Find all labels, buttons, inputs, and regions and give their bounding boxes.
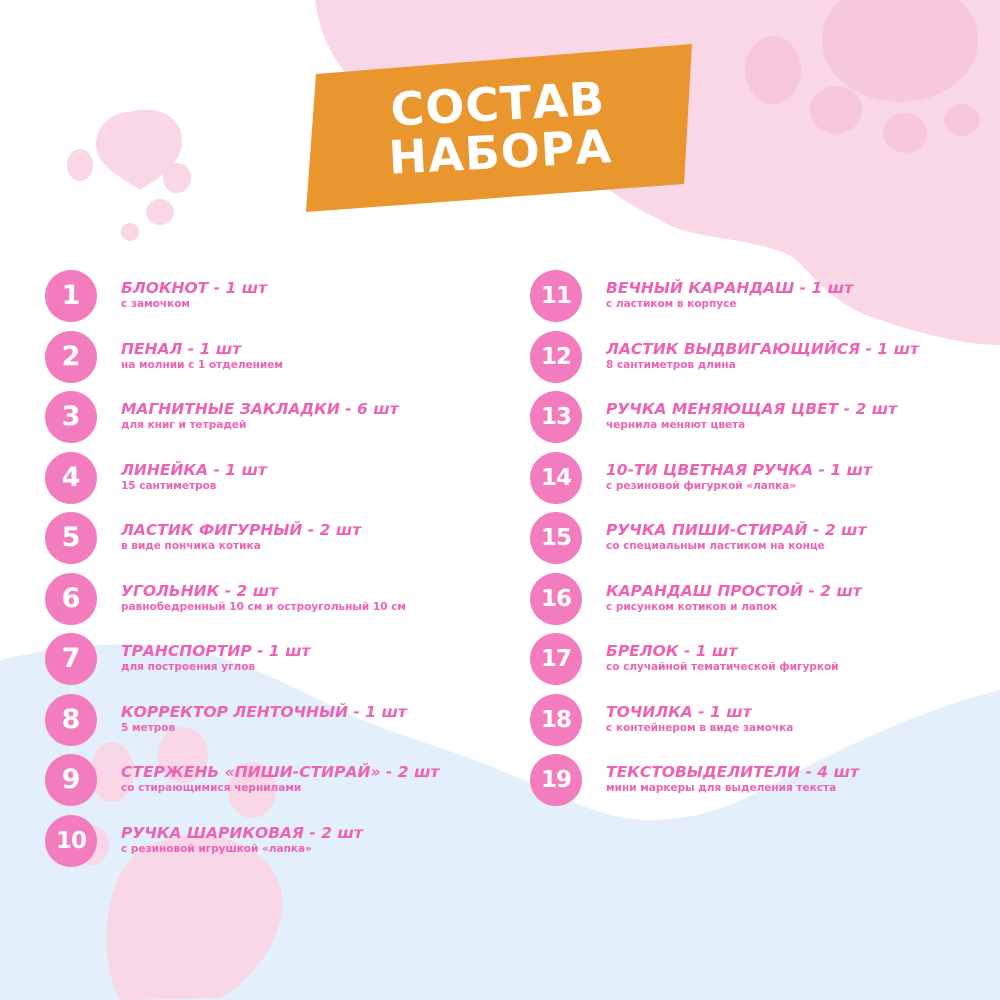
- item-title: ТОЧИЛКА - 1 шт: [606, 702, 752, 721]
- item-title: РУЧКА ПИШИ-СТИРАЙ - 2 шт: [606, 521, 867, 539]
- item-title: 10-ТИ ЦВЕТНАЯ РУЧКА - 1 шт: [606, 460, 872, 479]
- item-description: с резиновой фигуркой «лапка»: [606, 479, 797, 492]
- list-item: [45, 512, 515, 573]
- item-number-badge: 7: [45, 633, 97, 685]
- items-list-left: [45, 270, 515, 875]
- list-item: [45, 573, 515, 634]
- item-number-badge: 2: [45, 331, 97, 383]
- item-title: ТРАНСПОРТИР - 1 шт: [121, 642, 311, 660]
- item-description: с ластиком в корпусе: [606, 298, 737, 310]
- item-description: с замочком: [121, 298, 190, 310]
- item-description: с резиновой игрушкой «лапка»: [121, 842, 312, 855]
- list-item: [530, 694, 990, 755]
- list-item: [530, 573, 990, 634]
- list-item: [530, 754, 990, 815]
- item-number-badge: 14: [530, 452, 582, 504]
- item-title: СТЕРЖЕНЬ «ПИШИ-СТИРАЙ» - 2 шт: [121, 763, 440, 781]
- banner-line-1: СОСТАВ: [389, 71, 607, 137]
- item-number-badge: 15: [530, 512, 582, 564]
- list-item: [45, 694, 515, 755]
- list-item: [45, 815, 515, 876]
- item-number-badge: 11: [530, 270, 582, 322]
- item-number-badge: 3: [45, 391, 97, 443]
- item-description: на молнии с 1 отделением: [121, 358, 283, 371]
- banner-line-2: НАБОРА: [387, 119, 614, 185]
- item-description: 8 сантиметров длина: [606, 358, 736, 371]
- item-description: 5 метров: [121, 721, 176, 734]
- item-title: ЛАСТИК ВЫДВИГАЮЩИЙСЯ - 1 шт: [606, 339, 920, 358]
- item-number-badge: 17: [530, 633, 582, 685]
- item-number-badge: 10: [45, 815, 97, 867]
- item-number-badge: 6: [45, 573, 97, 625]
- item-number-badge: 19: [530, 754, 582, 806]
- item-title: КОРРЕКТОР ЛЕНТОЧНЫЙ - 1 шт: [121, 702, 407, 721]
- list-item: [45, 391, 515, 452]
- list-item: [45, 633, 515, 694]
- item-description: со стирающимися чернилами: [121, 782, 302, 794]
- item-title: ЛАСТИК ФИГУРНЫЙ - 2 шт: [121, 521, 362, 539]
- list-item: [530, 270, 990, 331]
- item-title: ЛИНЕЙКА - 1 шт: [121, 460, 267, 479]
- items-list-right: [530, 270, 990, 815]
- list-item: [530, 331, 990, 392]
- item-description: мини маркеры для выделения текста: [606, 782, 837, 794]
- item-number-badge: 8: [45, 694, 97, 746]
- list-item: [530, 633, 990, 694]
- item-title: ВЕЧНЫЙ КАРАНДАШ - 1 шт: [606, 279, 854, 297]
- list-item: [530, 452, 990, 513]
- list-item: [45, 270, 515, 331]
- item-title: КАРАНДАШ ПРОСТОЙ - 2 шт: [606, 581, 862, 600]
- item-description: равнобедренный 10 см и остроугольный 10 см: [121, 600, 407, 613]
- item-number-badge: 5: [45, 512, 97, 564]
- item-title: РУЧКА МЕНЯЮЩАЯ ЦВЕТ - 2 шт: [606, 400, 898, 418]
- item-description: в виде пончика котика: [121, 540, 261, 552]
- item-description: чернила меняют цвета: [606, 419, 746, 431]
- item-title: УГОЛЬНИК - 2 шт: [121, 581, 279, 600]
- item-number-badge: 12: [530, 331, 582, 383]
- item-number-badge: 9: [45, 754, 97, 806]
- paw-print-top-left: [67, 109, 191, 241]
- item-number-badge: 16: [530, 573, 582, 625]
- title-banner: [306, 44, 692, 212]
- item-description: со специальным ластиком на конце: [606, 540, 825, 552]
- list-item: [530, 391, 990, 452]
- item-title: РУЧКА ШАРИКОВАЯ - 2 шт: [121, 823, 363, 842]
- list-item: [530, 512, 990, 573]
- list-item: [45, 331, 515, 392]
- item-description: для книг и тетрадей: [121, 419, 247, 431]
- item-title: ТЕКСТОВЫДЕЛИТЕЛИ - 4 шт: [606, 763, 859, 781]
- item-number-badge: 18: [530, 694, 582, 746]
- banner-title: [304, 70, 694, 186]
- item-description: с рисунком котиков и лапок: [606, 600, 778, 613]
- item-title: ПЕНАЛ - 1 шт: [121, 339, 242, 358]
- item-title: БЛОКНОТ - 1 шт: [121, 279, 268, 297]
- item-number-badge: 13: [530, 391, 582, 443]
- item-number-badge: 1: [45, 270, 97, 322]
- item-title: БРЕЛОК - 1 шт: [606, 642, 738, 660]
- item-description: со случайной тематической фигуркой: [606, 661, 839, 673]
- item-description: с контейнером в виде замочка: [606, 721, 794, 734]
- item-title: МАГНИТНЫЕ ЗАКЛАДКИ - 6 шт: [121, 400, 399, 418]
- item-number-badge: 4: [45, 452, 97, 504]
- list-item: [45, 452, 515, 513]
- item-description: для построения углов: [121, 661, 256, 673]
- list-item: [45, 754, 515, 815]
- item-description: 15 сантиметров: [121, 479, 217, 492]
